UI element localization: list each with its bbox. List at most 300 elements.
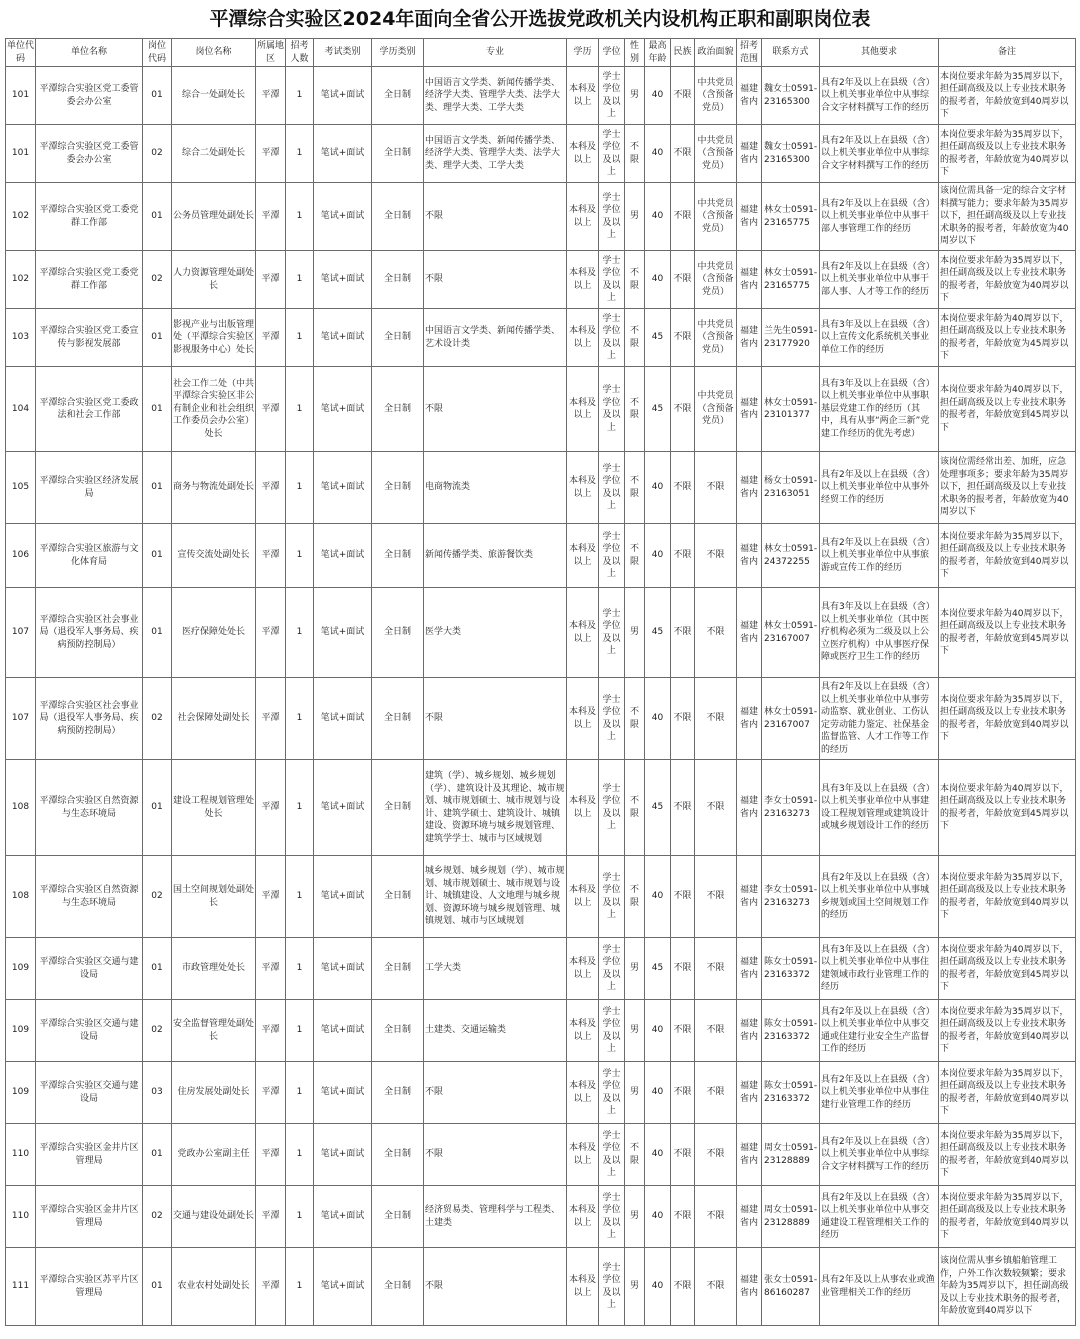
cell-unit-name: 平潭综合实验区社会事业局（退役军人事务局、疾病预防控制局） — [36, 678, 143, 760]
cell-headcount: 1 — [286, 183, 314, 251]
cell-degree: 学士学位及以上 — [599, 452, 625, 524]
cell-headcount: 1 — [286, 1062, 314, 1124]
cell-post-name: 社会保障处副处长 — [172, 678, 256, 760]
cell-degree: 学士学位及以上 — [599, 588, 625, 678]
cell-edu-type: 全日制 — [372, 183, 424, 251]
cell-edu-type: 全日制 — [372, 452, 424, 524]
cell-exam-type: 笔试+面试 — [314, 524, 372, 588]
cell-degree: 学士学位及以上 — [599, 524, 625, 588]
header-other-requirements: 其他要求 — [820, 39, 939, 67]
cell-major: 新闻传播学类、旅游餐饮类 — [424, 524, 567, 588]
cell-region: 平潭 — [256, 1062, 286, 1124]
cell-post-name: 建设工程规划管理处处长 — [172, 760, 256, 856]
cell-post-code: 01 — [143, 452, 172, 524]
cell-unit-name: 平潭综合实验区旅游与文化体育局 — [36, 524, 143, 588]
cell-region: 平潭 — [256, 251, 286, 309]
cell-education: 本科及以上 — [567, 524, 599, 588]
cell-exam-type: 笔试+面试 — [314, 309, 372, 367]
cell-max-age: 40 — [645, 183, 671, 251]
cell-political-status: 不限 — [695, 678, 737, 760]
cell-max-age: 45 — [645, 938, 671, 1000]
cell-post-code: 02 — [143, 251, 172, 309]
cell-scope: 福建省内 — [737, 67, 762, 125]
cell-unit-name: 平潭综合实验区经济发展局 — [36, 452, 143, 524]
cell-contact: 周女士0591-23128889 — [762, 1124, 820, 1186]
cell-contact: 张女士0591-86160287 — [762, 1248, 820, 1326]
cell-education: 本科及以上 — [567, 1186, 599, 1248]
cell-other-requirements: 具有2年及以上在县级（含）以上机关事业单位中从事城乡规划或国土空间规划工作的经历 — [820, 856, 939, 938]
cell-post-code: 01 — [143, 524, 172, 588]
cell-education: 本科及以上 — [567, 125, 599, 183]
cell-education: 本科及以上 — [567, 760, 599, 856]
cell-headcount: 1 — [286, 125, 314, 183]
cell-edu-type: 全日制 — [372, 67, 424, 125]
cell-region: 平潭 — [256, 856, 286, 938]
cell-region: 平潭 — [256, 309, 286, 367]
cell-gender: 男 — [625, 588, 645, 678]
cell-unit-name: 平潭综合实验区党工委政法和社会工作部 — [36, 367, 143, 452]
cell-ethnicity: 不限 — [671, 251, 695, 309]
cell-post-code: 02 — [143, 678, 172, 760]
cell-max-age: 40 — [645, 856, 671, 938]
cell-post-code: 01 — [143, 1124, 172, 1186]
cell-unit-name: 平潭综合实验区党工委管委会办公室 — [36, 125, 143, 183]
header-region: 所属地区 — [256, 39, 286, 67]
cell-political-status: 不限 — [695, 938, 737, 1000]
cell-edu-type: 全日制 — [372, 367, 424, 452]
cell-region: 平潭 — [256, 760, 286, 856]
cell-education: 本科及以上 — [567, 678, 599, 760]
cell-education: 本科及以上 — [567, 367, 599, 452]
cell-remarks: 本岗位要求年龄为35周岁以下，担任副高级及以上专业技术职务的报考者，年龄放宽到40周岁以下 — [939, 678, 1076, 760]
cell-headcount: 1 — [286, 938, 314, 1000]
cell-political-status: 不限 — [695, 524, 737, 588]
cell-ethnicity: 不限 — [671, 524, 695, 588]
cell-post-name: 综合二处副处长 — [172, 125, 256, 183]
cell-other-requirements: 具有3年及以上在县级（含）以上机关事业单位（其中医疗机构必须为二级及以上公立医疗机构）中从事医疗保障或医疗卫生工作的经历 — [820, 588, 939, 678]
table-header-row — [6, 39, 1076, 67]
cell-exam-type: 笔试+面试 — [314, 588, 372, 678]
cell-gender: 不限 — [625, 856, 645, 938]
cell-degree: 学士学位及以上 — [599, 67, 625, 125]
cell-ethnicity: 不限 — [671, 452, 695, 524]
header-edu-type: 学历类别 — [372, 39, 424, 67]
cell-degree: 学士学位及以上 — [599, 1062, 625, 1124]
table-row — [6, 856, 1076, 938]
cell-unit-name: 平潭综合实验区党工委党群工作部 — [36, 251, 143, 309]
cell-unit-name: 平潭综合实验区自然资源与生态环境局 — [36, 856, 143, 938]
cell-contact: 林女士0591-23165775 — [762, 251, 820, 309]
cell-remarks: 该岗位需经常出差、加班，应急处理事项多；要求年龄为35周岁以下，担任副高级及以上专业技术职务的报考者，年龄放宽为40周岁以下 — [939, 452, 1076, 524]
cell-region: 平潭 — [256, 67, 286, 125]
cell-edu-type: 全日制 — [372, 678, 424, 760]
cell-unit-code: 104 — [6, 367, 36, 452]
cell-headcount: 1 — [286, 367, 314, 452]
cell-scope: 福建省内 — [737, 524, 762, 588]
cell-unit-code: 110 — [6, 1124, 36, 1186]
cell-post-name: 农业农村处副处长 — [172, 1248, 256, 1326]
positions-table — [5, 38, 1076, 1326]
cell-max-age: 45 — [645, 760, 671, 856]
cell-exam-type: 笔试+面试 — [314, 1062, 372, 1124]
cell-unit-name: 平潭综合实验区交通与建设局 — [36, 1000, 143, 1062]
cell-major: 不限 — [424, 1062, 567, 1124]
cell-unit-code: 108 — [6, 760, 36, 856]
cell-region: 平潭 — [256, 588, 286, 678]
cell-degree: 学士学位及以上 — [599, 367, 625, 452]
cell-unit-name: 平潭综合实验区党工委宣传与影视发展部 — [36, 309, 143, 367]
cell-education: 本科及以上 — [567, 938, 599, 1000]
cell-ethnicity: 不限 — [671, 938, 695, 1000]
cell-contact: 林女士0591-24372255 — [762, 524, 820, 588]
cell-gender: 不限 — [625, 452, 645, 524]
cell-political-status: 中共党员（含预备党员） — [695, 309, 737, 367]
header-contact: 联系方式 — [762, 39, 820, 67]
cell-max-age: 45 — [645, 588, 671, 678]
cell-unit-code: 107 — [6, 678, 36, 760]
cell-max-age: 40 — [645, 1000, 671, 1062]
cell-exam-type: 笔试+面试 — [314, 125, 372, 183]
cell-unit-code: 105 — [6, 452, 36, 524]
cell-post-name: 交通与建设处副处长 — [172, 1186, 256, 1248]
cell-exam-type: 笔试+面试 — [314, 452, 372, 524]
cell-region: 平潭 — [256, 1248, 286, 1326]
cell-scope: 福建省内 — [737, 1124, 762, 1186]
cell-remarks: 本岗位要求年龄为35周岁以下，担任副高级及以上专业技术职务的报考者，年龄放宽到40周岁以下 — [939, 1124, 1076, 1186]
cell-headcount: 1 — [286, 678, 314, 760]
cell-region: 平潭 — [256, 452, 286, 524]
cell-political-status: 中共党员（含预备党员） — [695, 125, 737, 183]
table-row — [6, 251, 1076, 309]
table-row — [6, 588, 1076, 678]
header-max-age: 最高年龄 — [645, 39, 671, 67]
cell-scope: 福建省内 — [737, 1248, 762, 1326]
cell-max-age: 40 — [645, 125, 671, 183]
cell-major: 建筑（学）、城乡规划、城乡规划（学）、建筑设计及其理论、城市规划、城市规划硕士、城市规划与设计、建筑学硕士、建筑设计、城镇建设、资源环境与城乡规划管理、建筑学学士、城市与区域规划 — [424, 760, 567, 856]
cell-degree: 学士学位及以上 — [599, 309, 625, 367]
cell-exam-type: 笔试+面试 — [314, 1248, 372, 1326]
cell-edu-type: 全日制 — [372, 588, 424, 678]
table-row — [6, 678, 1076, 760]
cell-other-requirements: 具有2年及以上在县级（含）以上机关事业单位中从事综合文字材料撰写工作的经历 — [820, 1124, 939, 1186]
cell-degree: 学士学位及以上 — [599, 938, 625, 1000]
cell-unit-code: 109 — [6, 938, 36, 1000]
cell-degree: 学士学位及以上 — [599, 1248, 625, 1326]
cell-scope: 福建省内 — [737, 760, 762, 856]
cell-exam-type: 笔试+面试 — [314, 1000, 372, 1062]
cell-edu-type: 全日制 — [372, 1000, 424, 1062]
cell-major: 不限 — [424, 1248, 567, 1326]
cell-political-status: 中共党员（含预备党员） — [695, 183, 737, 251]
header-post-code: 岗位代码 — [143, 39, 172, 67]
cell-ethnicity: 不限 — [671, 67, 695, 125]
cell-post-name: 市政管理处处长 — [172, 938, 256, 1000]
cell-headcount: 1 — [286, 524, 314, 588]
cell-post-code: 03 — [143, 1062, 172, 1124]
cell-max-age: 40 — [645, 1186, 671, 1248]
cell-unit-name: 平潭综合实验区金井片区管理局 — [36, 1186, 143, 1248]
cell-post-code: 01 — [143, 760, 172, 856]
cell-scope: 福建省内 — [737, 309, 762, 367]
cell-exam-type: 笔试+面试 — [314, 760, 372, 856]
cell-post-code: 01 — [143, 309, 172, 367]
cell-degree: 学士学位及以上 — [599, 1186, 625, 1248]
cell-remarks: 本岗位要求年龄为35周岁以下，担任副高级及以上专业技术职务的报考者，年龄放宽到40周岁以下 — [939, 1186, 1076, 1248]
cell-gender: 不限 — [625, 367, 645, 452]
table-row — [6, 125, 1076, 183]
cell-post-code: 01 — [143, 588, 172, 678]
cell-region: 平潭 — [256, 524, 286, 588]
header-ethnicity: 民族 — [671, 39, 695, 67]
cell-exam-type: 笔试+面试 — [314, 183, 372, 251]
table-row — [6, 1186, 1076, 1248]
cell-headcount: 1 — [286, 251, 314, 309]
header-post-name: 岗位名称 — [172, 39, 256, 67]
cell-remarks: 本岗位要求年龄为40周岁以下，担任副高级及以上专业技术职务的报考者，年龄放宽到45周岁以下 — [939, 938, 1076, 1000]
cell-scope: 福建省内 — [737, 125, 762, 183]
cell-contact: 魏女士0591-23165300 — [762, 125, 820, 183]
cell-other-requirements: 具有2年及以上在县级（含）以上机关事业单位中从事劳动监察、就业创业、工伤认定劳动能力鉴定、社保基金监督监管、人才工作等工作的经历 — [820, 678, 939, 760]
cell-political-status: 不限 — [695, 1248, 737, 1326]
cell-unit-name: 平潭综合实验区交通与建设局 — [36, 1062, 143, 1124]
cell-unit-name: 平潭综合实验区金井片区管理局 — [36, 1124, 143, 1186]
cell-exam-type: 笔试+面试 — [314, 67, 372, 125]
cell-post-code: 02 — [143, 856, 172, 938]
cell-ethnicity: 不限 — [671, 856, 695, 938]
cell-scope: 福建省内 — [737, 1062, 762, 1124]
page-title: 平潭综合实验区2024年面向全省公开选拔党政机关内设机构正职和副职岗位表 — [209, 8, 871, 30]
cell-post-code: 01 — [143, 1248, 172, 1326]
cell-degree: 学士学位及以上 — [599, 125, 625, 183]
cell-exam-type: 笔试+面试 — [314, 678, 372, 760]
cell-edu-type: 全日制 — [372, 1124, 424, 1186]
cell-other-requirements: 具有2年及以上在县级（含）以上机关事业单位中从事综合文字材料撰写工作的经历 — [820, 125, 939, 183]
cell-max-age: 45 — [645, 309, 671, 367]
cell-major: 土建类、交通运输类 — [424, 1000, 567, 1062]
cell-political-status: 不限 — [695, 452, 737, 524]
cell-headcount: 1 — [286, 309, 314, 367]
cell-other-requirements: 具有3年及以上在县级（含）以上机关事业单位中从事职基层党建工作的经历（其中，具有从事“两企三新”党建工作经历的优先考虑） — [820, 367, 939, 452]
cell-ethnicity: 不限 — [671, 1186, 695, 1248]
table-row — [6, 1124, 1076, 1186]
cell-headcount: 1 — [286, 1248, 314, 1326]
cell-gender: 不限 — [625, 251, 645, 309]
cell-degree: 学士学位及以上 — [599, 251, 625, 309]
cell-edu-type: 全日制 — [372, 251, 424, 309]
cell-ethnicity: 不限 — [671, 125, 695, 183]
cell-region: 平潭 — [256, 1000, 286, 1062]
cell-unit-code: 108 — [6, 856, 36, 938]
cell-region: 平潭 — [256, 183, 286, 251]
cell-other-requirements: 具有2年及以上在县级（含）以上机关事业单位中从事干部人事管理工作的经历 — [820, 183, 939, 251]
cell-post-name: 安全监督管理处副处长 — [172, 1000, 256, 1062]
cell-unit-code: 107 — [6, 588, 36, 678]
cell-political-status: 不限 — [695, 1062, 737, 1124]
cell-gender: 不限 — [625, 760, 645, 856]
cell-contact: 林女士0591-23165775 — [762, 183, 820, 251]
cell-region: 平潭 — [256, 1124, 286, 1186]
cell-other-requirements: 具有3年及以上在县级（含）以上机关事业单位中从事住建领域市政行业管理工作的经历 — [820, 938, 939, 1000]
cell-contact: 林女士0591-23101377 — [762, 367, 820, 452]
cell-gender: 男 — [625, 1000, 645, 1062]
cell-edu-type: 全日制 — [372, 856, 424, 938]
cell-gender: 不限 — [625, 678, 645, 760]
cell-major: 中国语言文学类、新闻传播学类、经济学大类、管理学大类、法学大类、理学大类、工学大类 — [424, 125, 567, 183]
cell-degree: 学士学位及以上 — [599, 1000, 625, 1062]
cell-ethnicity: 不限 — [671, 309, 695, 367]
cell-post-code: 02 — [143, 1000, 172, 1062]
cell-education: 本科及以上 — [567, 183, 599, 251]
cell-degree: 学士学位及以上 — [599, 760, 625, 856]
header-degree: 学位 — [599, 39, 625, 67]
cell-exam-type: 笔试+面试 — [314, 856, 372, 938]
cell-scope: 福建省内 — [737, 856, 762, 938]
cell-major: 不限 — [424, 678, 567, 760]
cell-post-name: 公务员管理处副处长 — [172, 183, 256, 251]
cell-remarks: 本岗位要求年龄为40周岁以下，担任副高级及以上专业技术职务的报考者，年龄放宽到45周岁以下 — [939, 588, 1076, 678]
header-political-status: 政治面貌 — [695, 39, 737, 67]
cell-other-requirements: 具有2年及以上在县级（含）以上机关事业单位中从事旅游或宣传工作的经历 — [820, 524, 939, 588]
cell-post-name: 商务与物流处副处长 — [172, 452, 256, 524]
cell-edu-type: 全日制 — [372, 125, 424, 183]
cell-post-name: 人力资源管理处副处长 — [172, 251, 256, 309]
cell-remarks: 本岗位要求年龄为35周岁以下，担任副高级及以上专业技术职务的报考者，年龄放宽到40周岁以下 — [939, 524, 1076, 588]
cell-max-age: 40 — [645, 524, 671, 588]
cell-post-name: 影视产业与出版管理处（平潭综合实验区影视服务中心）处长 — [172, 309, 256, 367]
cell-gender: 不限 — [625, 309, 645, 367]
header-unit-code: 单位代码 — [6, 39, 36, 67]
cell-education: 本科及以上 — [567, 452, 599, 524]
cell-degree: 学士学位及以上 — [599, 678, 625, 760]
cell-headcount: 1 — [286, 1000, 314, 1062]
header-scope: 招考范围 — [737, 39, 762, 67]
cell-exam-type: 笔试+面试 — [314, 938, 372, 1000]
cell-scope: 福建省内 — [737, 452, 762, 524]
cell-major: 电商物流类 — [424, 452, 567, 524]
cell-other-requirements: 具有2年及以上在县级（含）以上机关事业单位中从事交通或住建行业安全生产监督工作的经历 — [820, 1000, 939, 1062]
cell-unit-code: 102 — [6, 183, 36, 251]
cell-unit-name: 平潭综合实验区交通与建设局 — [36, 938, 143, 1000]
cell-education: 本科及以上 — [567, 588, 599, 678]
cell-major: 不限 — [424, 183, 567, 251]
cell-degree: 学士学位及以上 — [599, 183, 625, 251]
cell-post-code: 01 — [143, 183, 172, 251]
cell-major: 工学大类 — [424, 938, 567, 1000]
table-row — [6, 524, 1076, 588]
table-row — [6, 367, 1076, 452]
cell-education: 本科及以上 — [567, 67, 599, 125]
cell-exam-type: 笔试+面试 — [314, 1186, 372, 1248]
cell-gender: 男 — [625, 67, 645, 125]
cell-post-name: 宣传交流处副处长 — [172, 524, 256, 588]
cell-gender: 男 — [625, 1062, 645, 1124]
cell-gender: 男 — [625, 1248, 645, 1326]
cell-exam-type: 笔试+面试 — [314, 367, 372, 452]
cell-major: 中国语言文学类、新闻传播学类、艺术设计类 — [424, 309, 567, 367]
cell-post-code: 01 — [143, 367, 172, 452]
cell-headcount: 1 — [286, 1124, 314, 1186]
cell-scope: 福建省内 — [737, 1000, 762, 1062]
cell-other-requirements: 具有3年及以上在县级（含）以上宣传文化系统机关事业单位工作的经历 — [820, 309, 939, 367]
header-major: 专业 — [424, 39, 567, 67]
cell-post-code: 01 — [143, 67, 172, 125]
cell-degree: 学士学位及以上 — [599, 1124, 625, 1186]
cell-contact: 魏女士0591-23165300 — [762, 67, 820, 125]
cell-other-requirements: 具有2年及以上在县级（含）以上机关事业单位中从事综合文字材料撰写工作的经历 — [820, 67, 939, 125]
cell-scope: 福建省内 — [737, 588, 762, 678]
cell-region: 平潭 — [256, 367, 286, 452]
cell-gender: 男 — [625, 1186, 645, 1248]
table-body — [6, 67, 1076, 1326]
cell-ethnicity: 不限 — [671, 1000, 695, 1062]
cell-max-age: 40 — [645, 1124, 671, 1186]
table-row — [6, 309, 1076, 367]
cell-scope: 福建省内 — [737, 183, 762, 251]
cell-max-age: 40 — [645, 67, 671, 125]
cell-max-age: 40 — [645, 251, 671, 309]
cell-major: 医学大类 — [424, 588, 567, 678]
cell-unit-code: 110 — [6, 1186, 36, 1248]
table-row — [6, 760, 1076, 856]
cell-political-status: 中共党员（含预备党员） — [695, 67, 737, 125]
cell-major: 不限 — [424, 1124, 567, 1186]
cell-post-code: 02 — [143, 1186, 172, 1248]
cell-max-age: 40 — [645, 1062, 671, 1124]
cell-exam-type: 笔试+面试 — [314, 1124, 372, 1186]
cell-remarks: 本岗位要求年龄为35周岁以下，担任副高级及以上专业技术职务的报考者，年龄放宽为40周岁以下 — [939, 125, 1076, 183]
cell-education: 本科及以上 — [567, 856, 599, 938]
cell-max-age: 40 — [645, 678, 671, 760]
cell-ethnicity: 不限 — [671, 1062, 695, 1124]
cell-unit-name: 平潭综合实验区苏平片区管理局 — [36, 1248, 143, 1326]
cell-political-status: 不限 — [695, 1000, 737, 1062]
cell-unit-name: 平潭综合实验区党工委党群工作部 — [36, 183, 143, 251]
header-remarks: 备注 — [939, 39, 1076, 67]
cell-edu-type: 全日制 — [372, 309, 424, 367]
cell-contact: 陈女士0591-23163372 — [762, 938, 820, 1000]
table-row — [6, 1062, 1076, 1124]
cell-major: 不限 — [424, 367, 567, 452]
cell-remarks: 该岗位需具备一定的综合文字材料撰写能力；要求年龄为35周岁以下，担任副高级及以上专业技术职务的报考者，年龄放宽为40周岁以下 — [939, 183, 1076, 251]
cell-other-requirements: 具有2年及以上在县级（含）以上机关事业单位中从事住建行业管理工作的经历 — [820, 1062, 939, 1124]
cell-gender: 不限 — [625, 125, 645, 183]
cell-remarks: 该岗位需从事乡镇船舶管理工作，户外工作次数较频繁；要求年龄为35周岁以下，担任副高级及以上专业技术职务的报考者，年龄放宽到40周岁以下 — [939, 1248, 1076, 1326]
cell-remarks: 本岗位要求年龄为35周岁以下，担任副高级及以上专业技术职务的报考者，年龄放宽到40周岁以下 — [939, 856, 1076, 938]
table-row — [6, 183, 1076, 251]
cell-education: 本科及以上 — [567, 1248, 599, 1326]
cell-contact: 兰先生0591-23177920 — [762, 309, 820, 367]
cell-ethnicity: 不限 — [671, 588, 695, 678]
cell-contact: 陈女士0591-23163372 — [762, 1062, 820, 1124]
cell-education: 本科及以上 — [567, 1000, 599, 1062]
cell-max-age: 45 — [645, 367, 671, 452]
cell-remarks: 本岗位要求年龄为40周岁以下，担任副高级及以上专业技术职务的报考者，年龄放宽为45周岁以下 — [939, 309, 1076, 367]
cell-scope: 福建省内 — [737, 938, 762, 1000]
cell-other-requirements: 具有2年及以上从事农业或渔业管理相关工作的经历 — [820, 1248, 939, 1326]
cell-contact: 林女士0591-23167007 — [762, 588, 820, 678]
cell-political-status: 中共党员（含预备党员） — [695, 367, 737, 452]
cell-unit-code: 109 — [6, 1062, 36, 1124]
cell-ethnicity: 不限 — [671, 1248, 695, 1326]
table-row — [6, 1000, 1076, 1062]
cell-unit-code: 103 — [6, 309, 36, 367]
cell-scope: 福建省内 — [737, 1186, 762, 1248]
cell-major: 中国语言文学类、新闻传播学类、经济学大类、管理学大类、法学大类、理学大类、工学大类 — [424, 67, 567, 125]
cell-unit-code: 111 — [6, 1248, 36, 1326]
cell-other-requirements: 具有2年及以上在县级（含）以上机关事业单位中从事干部人事、人才等工作的经历 — [820, 251, 939, 309]
cell-other-requirements: 具有2年及以上在县级（含）以上机关事业单位中从事交通建设工程管理相关工作的经历 — [820, 1186, 939, 1248]
cell-edu-type: 全日制 — [372, 1186, 424, 1248]
